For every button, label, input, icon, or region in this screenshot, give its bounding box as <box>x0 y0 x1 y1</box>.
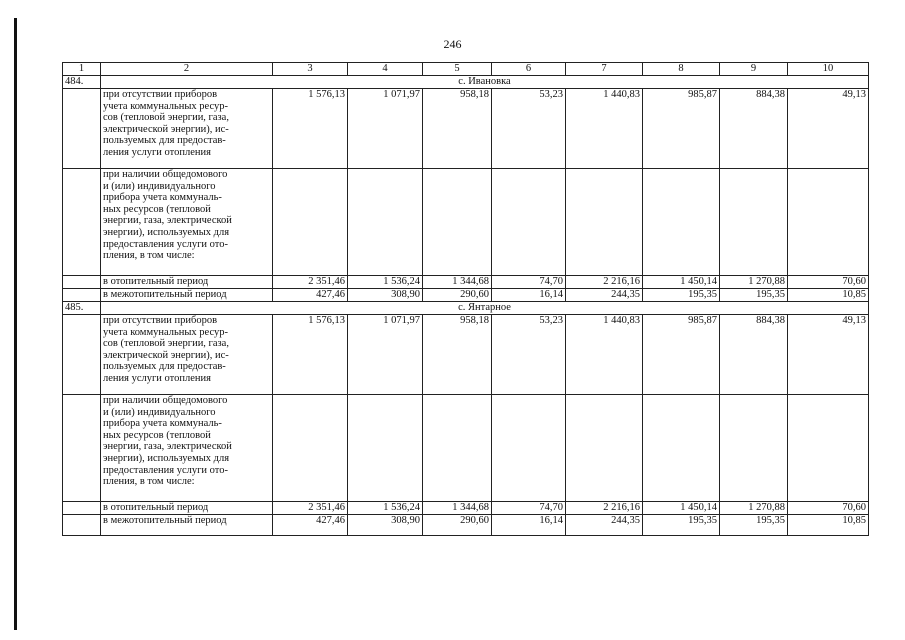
row-label-line: предоставления услуги ото- <box>103 464 228 476</box>
row-label-line: пления, в том числе: <box>103 250 195 262</box>
row-label <box>101 89 273 169</box>
value-cell: 10,85 <box>788 289 869 302</box>
value-cell: 10,85 <box>788 515 869 536</box>
section-header-row <box>63 76 869 89</box>
binding-line <box>14 18 17 630</box>
value-cell: 70,60 <box>788 276 869 289</box>
row-number-cell <box>63 395 101 502</box>
value-cell: 1 270,88 <box>720 276 788 289</box>
row-label <box>101 276 273 289</box>
value-cell: 244,35 <box>566 289 643 302</box>
value-cell <box>492 169 566 276</box>
value-cell: 1 344,68 <box>423 276 492 289</box>
header-row <box>63 63 869 76</box>
row-label-line: энергии), используемых для <box>103 452 230 464</box>
row-label-line: электрической энергии), ис- <box>103 123 229 135</box>
table-row <box>63 515 869 536</box>
value-cell: 2 216,16 <box>566 502 643 515</box>
table-row <box>63 169 869 276</box>
value-cell: 427,46 <box>273 289 348 302</box>
value-cell <box>348 395 423 502</box>
value-cell: 1 071,97 <box>348 89 423 169</box>
value-cell: 195,35 <box>643 289 720 302</box>
header-cell: 5 <box>423 63 492 76</box>
value-cell <box>720 395 788 502</box>
row-label-line: ных ресурсов (тепловой <box>103 429 211 441</box>
header-cell: 2 <box>101 63 273 76</box>
row-label <box>101 395 273 502</box>
row-number-cell <box>63 315 101 395</box>
value-cell <box>788 169 869 276</box>
row-label <box>101 502 273 515</box>
value-cell: 1 536,24 <box>348 276 423 289</box>
value-cell: 290,60 <box>423 289 492 302</box>
row-label-line: прибора учета коммуналь- <box>103 418 222 430</box>
header-cell: 10 <box>788 63 869 76</box>
header-cell: 3 <box>273 63 348 76</box>
row-label-line: ления услуги отопления <box>103 146 211 158</box>
tariff-table <box>62 62 869 536</box>
value-cell: 308,90 <box>348 515 423 536</box>
row-label-line: учета коммунальных ресур- <box>103 100 228 112</box>
row-label-line: пользуемых для предостав- <box>103 361 226 373</box>
value-cell: 985,87 <box>643 315 720 395</box>
value-cell: 1 344,68 <box>423 502 492 515</box>
value-cell <box>566 169 643 276</box>
value-cell: 195,35 <box>720 515 788 536</box>
value-cell: 70,60 <box>788 502 869 515</box>
value-cell: 53,23 <box>492 315 566 395</box>
row-label <box>101 169 273 276</box>
value-cell: 290,60 <box>423 515 492 536</box>
sections-body <box>63 76 869 536</box>
value-cell <box>643 169 720 276</box>
section-number: 485. <box>63 302 101 315</box>
value-cell <box>273 169 348 276</box>
row-label-line: энергии, газа, электрической <box>103 441 232 453</box>
value-cell: 53,23 <box>492 89 566 169</box>
value-cell <box>566 395 643 502</box>
value-cell: 1 576,13 <box>273 89 348 169</box>
value-cell <box>643 395 720 502</box>
row-label-line: энергии, газа, электрической <box>103 215 232 227</box>
value-cell: 16,14 <box>492 289 566 302</box>
value-cell: 1 450,14 <box>643 502 720 515</box>
row-label-line: прибора учета коммуналь- <box>103 192 222 204</box>
value-cell <box>720 169 788 276</box>
row-label-line: пления, в том числе: <box>103 476 195 488</box>
header-cell: 8 <box>643 63 720 76</box>
row-number-cell <box>63 276 101 289</box>
row-label-line: учета коммунальных ресур- <box>103 326 228 338</box>
row-label-line: ных ресурсов (тепловой <box>103 203 211 215</box>
table-row <box>63 502 869 515</box>
row-number-cell <box>63 89 101 169</box>
row-label-line: в межотопительный период <box>103 515 227 526</box>
value-cell: 958,18 <box>423 89 492 169</box>
header-cell: 7 <box>566 63 643 76</box>
table-row <box>63 89 869 169</box>
page-number: 246 <box>443 37 462 51</box>
row-label-line: ления услуги отопления <box>103 372 211 384</box>
value-cell: 195,35 <box>720 289 788 302</box>
value-cell: 1 071,97 <box>348 315 423 395</box>
section-header-row <box>63 302 869 315</box>
value-cell <box>348 169 423 276</box>
value-cell: 49,13 <box>788 315 869 395</box>
value-cell: 2 351,46 <box>273 276 348 289</box>
row-label-line: при отсутствии приборов <box>103 89 218 100</box>
value-cell: 1 536,24 <box>348 502 423 515</box>
value-cell: 1 440,83 <box>566 89 643 169</box>
row-number-cell <box>63 169 101 276</box>
value-cell: 884,38 <box>720 315 788 395</box>
table-row <box>63 276 869 289</box>
value-cell: 244,35 <box>566 515 643 536</box>
row-label-line: и (или) индивидуального <box>103 406 216 418</box>
value-cell: 1 576,13 <box>273 315 348 395</box>
value-cell: 74,70 <box>492 502 566 515</box>
table-row <box>63 289 869 302</box>
row-label-line: при наличии общедомового <box>103 395 228 406</box>
value-cell: 49,13 <box>788 89 869 169</box>
value-cell: 958,18 <box>423 315 492 395</box>
row-number-cell <box>63 502 101 515</box>
row-label-line: электрической энергии), ис- <box>103 349 229 361</box>
row-label-line: пользуемых для предостав- <box>103 135 226 147</box>
section-locality: с. Ивановка <box>101 76 869 89</box>
row-label-line: в отопительный период <box>103 276 209 287</box>
row-label-line: сов (тепловой энергии, газа, <box>103 338 229 350</box>
header-cell: 4 <box>348 63 423 76</box>
row-label-line: при отсутствии приборов <box>103 315 218 326</box>
value-cell <box>492 395 566 502</box>
row-number-cell <box>63 515 101 536</box>
row-label-line: предоставления услуги ото- <box>103 238 228 250</box>
value-cell: 16,14 <box>492 515 566 536</box>
value-cell <box>423 395 492 502</box>
value-cell: 1 270,88 <box>720 502 788 515</box>
value-cell: 195,35 <box>643 515 720 536</box>
value-cell <box>423 169 492 276</box>
value-cell <box>788 395 869 502</box>
value-cell: 74,70 <box>492 276 566 289</box>
value-cell: 985,87 <box>643 89 720 169</box>
row-label-line: при наличии общедомового <box>103 169 228 180</box>
row-label <box>101 289 273 302</box>
row-label <box>101 315 273 395</box>
table-row <box>63 395 869 502</box>
header-cell: 1 <box>63 63 101 76</box>
row-number-cell <box>63 289 101 302</box>
row-label-line: и (или) индивидуального <box>103 180 216 192</box>
value-cell: 308,90 <box>348 289 423 302</box>
value-cell: 427,46 <box>273 515 348 536</box>
header-cell: 9 <box>720 63 788 76</box>
value-cell: 884,38 <box>720 89 788 169</box>
row-label-line: сов (тепловой энергии, газа, <box>103 112 229 124</box>
row-label-line: энергии), используемых для <box>103 226 230 238</box>
value-cell <box>273 395 348 502</box>
header-cell: 6 <box>492 63 566 76</box>
row-label <box>101 515 273 536</box>
value-cell: 2 216,16 <box>566 276 643 289</box>
value-cell: 1 440,83 <box>566 315 643 395</box>
table-row <box>63 315 869 395</box>
value-cell: 2 351,46 <box>273 502 348 515</box>
section-locality: с. Янтарное <box>101 302 869 315</box>
row-label-line: в отопительный период <box>103 502 209 513</box>
section-number: 484. <box>63 76 101 89</box>
row-label-line: в межотопительный период <box>103 289 227 300</box>
value-cell: 1 450,14 <box>643 276 720 289</box>
